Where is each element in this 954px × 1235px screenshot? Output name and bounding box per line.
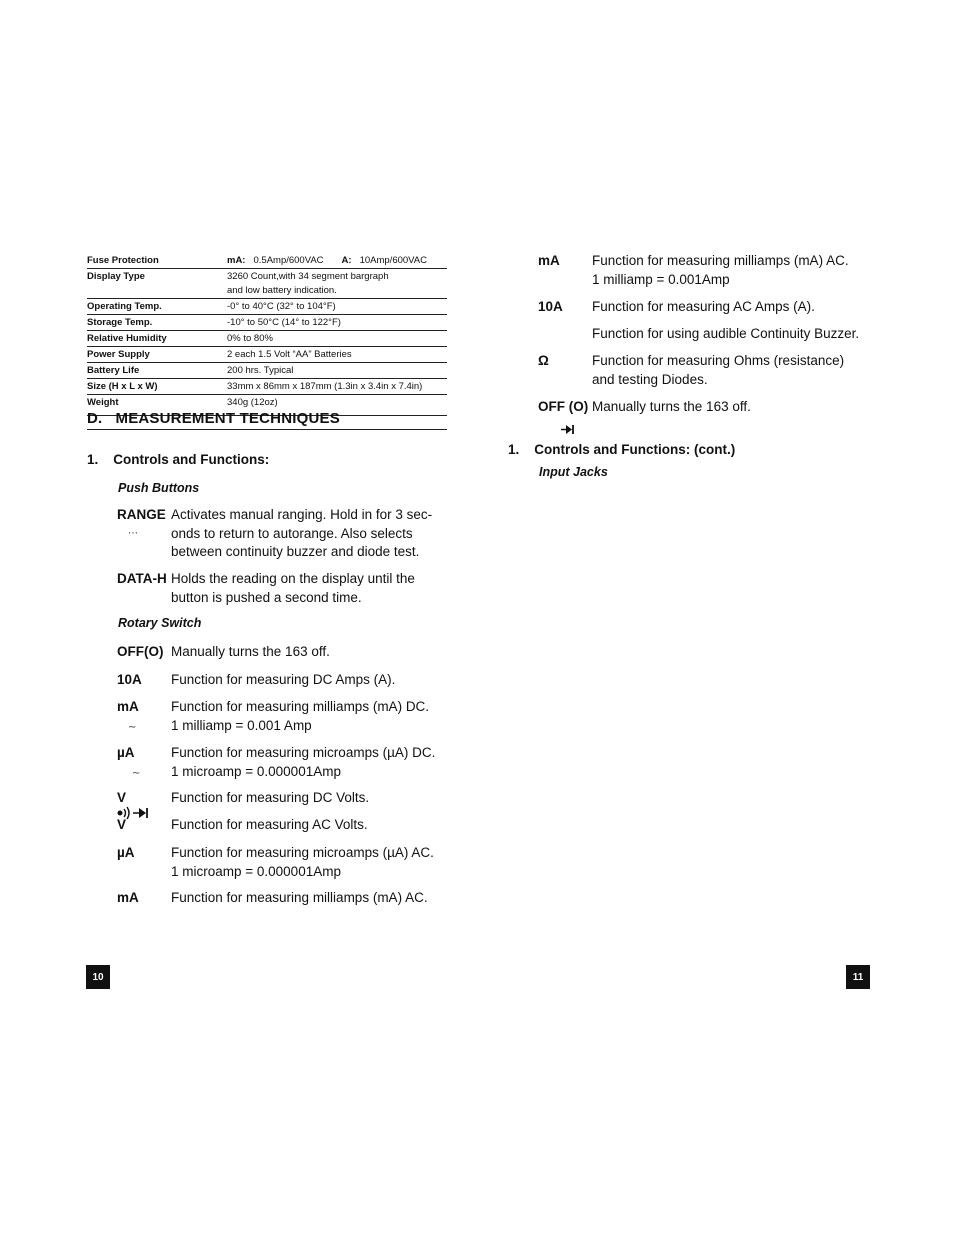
spec-row-humidity: [87, 331, 447, 347]
item-key: [538, 325, 592, 344]
ellipsis-icon: ⋯: [128, 528, 138, 539]
item-key: mA: [117, 890, 139, 905]
list-item-ua-dc: [117, 744, 435, 781]
list-item-10a-dc: [117, 671, 395, 690]
list-item-ma-ac: [117, 889, 428, 908]
item-key: V: [117, 817, 127, 832]
spec-label: Size (H x L x W): [87, 381, 158, 392]
item-key: DATA-H: [117, 571, 167, 586]
list-item-right-off: [538, 398, 751, 417]
item-desc: Function for measuring milliamps (mA) AC.: [171, 890, 428, 905]
spec-row-size: [87, 379, 447, 395]
page-number-right: 11: [846, 965, 870, 989]
section-title: D. MEASUREMENT TECHNIQUES: [87, 410, 447, 430]
spec-row-operating-temp: [87, 299, 447, 315]
spec-value: 0% to 80%: [227, 333, 273, 344]
item-key: RANGE: [117, 507, 166, 522]
spec-row-power: [87, 347, 447, 363]
fuse-ma-label: mA:: [227, 255, 246, 266]
item-desc: Function for measuring microamps (µA) DC. 1 microamp = 0.000001Amp: [171, 745, 436, 779]
diode-icon: [561, 422, 575, 433]
item-key: mA: [538, 253, 560, 268]
spec-value: 33mm x 86mm x 187mm (1.3in x 3.4in x 7.4in): [227, 381, 423, 392]
list-item-v-ac: [117, 816, 368, 835]
item-desc: Function for measuring AC Volts.: [171, 817, 368, 832]
spec-value: -10° to 50°C (14° to 122°F): [227, 317, 341, 328]
spec-label: Relative Humidity: [87, 333, 167, 344]
item-desc: Holds the reading on the display until the button is pushed a second time.: [171, 571, 415, 605]
list-item-off: [117, 643, 330, 662]
push-buttons-heading: Push Buttons: [118, 481, 200, 495]
fuse-ma-value: 0.5Amp/600VAC: [253, 255, 324, 266]
item-desc: Function for measuring Ohms (resistance) and testing Diodes.: [592, 353, 845, 387]
spec-label: Power Supply: [87, 349, 150, 360]
item-key: 10A: [117, 672, 142, 687]
fuse-a-value: 10Amp/600VAC: [359, 255, 427, 266]
spec-label: Display Type: [87, 271, 145, 282]
spec-value: [227, 253, 447, 268]
item-desc: Function for measuring milliamps (mA) DC. 1 milliamp = 0.001 Amp: [171, 699, 430, 733]
list-item-ua-ac: [117, 844, 434, 881]
spec-label: Operating Temp.: [87, 301, 162, 312]
ac-wave-icon: ∼: [128, 722, 137, 733]
item-desc: Function for measuring milliamps (mA) AC. 1 milliamp = 0.001Amp: [592, 253, 849, 287]
spec-row-storage-temp: [87, 315, 447, 331]
item-desc: Manually turns the 163 off.: [171, 644, 330, 659]
item-key: OFF(O): [117, 644, 164, 659]
item-desc: Function for measuring DC Volts.: [171, 790, 370, 805]
spec-label: Fuse Protection: [87, 255, 159, 266]
item-desc: Function for using audible Continuity Buzzer.: [592, 326, 860, 341]
item-key: Ω: [538, 353, 549, 368]
spec-label: Battery Life: [87, 365, 140, 376]
spec-label: Storage Temp.: [87, 317, 153, 328]
item-desc: Activates manual ranging. Hold in for 3 sec- onds to return to autorange. Also selects between continuity buzzer and diode test.: [171, 507, 433, 559]
list-item-v-dc: [117, 789, 369, 808]
item-key: µA: [117, 745, 135, 760]
list-item-ma-dc: [117, 698, 429, 735]
spec-row-fuse: [87, 253, 447, 269]
rotary-switch-heading: Rotary Switch: [118, 616, 202, 630]
fuse-a-label: A:: [341, 255, 352, 266]
controls-cont-heading: 1. Controls and Functions: (cont.): [508, 442, 736, 457]
list-item-right-10a: [538, 298, 815, 317]
spec-label: Weight: [87, 397, 119, 408]
spec-value: 200 hrs. Typical: [227, 365, 294, 376]
spec-value: -0° to 40°C (32° to 104°F): [227, 301, 336, 312]
list-item-range: [117, 506, 432, 562]
spec-row-display: [87, 269, 447, 299]
item-desc: Function for measuring AC Amps (A).: [592, 299, 815, 314]
list-item-right-buzzer: [538, 325, 859, 344]
controls-heading: 1. Controls and Functions:: [87, 452, 270, 467]
spec-value: 340g (12oz): [227, 397, 278, 408]
item-key: µA: [117, 845, 135, 860]
spec-value: 3260 Count,with 34 segment bargraph and low battery indication.: [227, 271, 389, 296]
spec-table: [87, 253, 447, 416]
item-key: V: [117, 790, 127, 805]
item-desc: Function for measuring microamps (µA) AC. 1 microamp = 0.000001Amp: [171, 845, 434, 879]
list-item-data-hold: [117, 570, 415, 607]
spec-row-battery-life: [87, 363, 447, 379]
page-number-left: 10: [86, 965, 110, 989]
list-item-right-ohms: [538, 352, 844, 389]
ac-wave-icon: ∼: [132, 768, 141, 779]
spec-value: 2 each 1.5 Volt “AA” Batteries: [227, 349, 352, 360]
item-key: OFF (O): [538, 399, 589, 414]
item-key: 10A: [538, 299, 563, 314]
list-item-right-ma: [538, 252, 849, 289]
input-jacks-heading: Input Jacks: [539, 465, 608, 479]
item-desc: Function for measuring DC Amps (A).: [171, 672, 396, 687]
item-desc: Manually turns the 163 off.: [592, 399, 751, 414]
item-key: mA: [117, 699, 139, 714]
